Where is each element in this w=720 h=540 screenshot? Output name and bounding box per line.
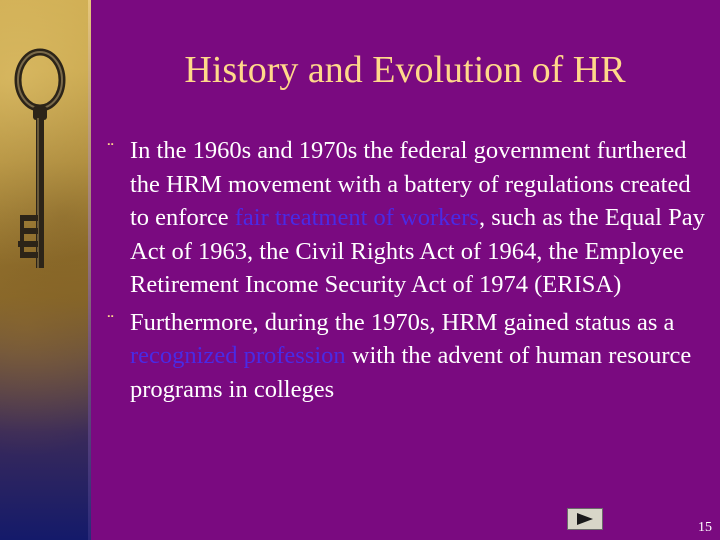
fair-treatment-link[interactable]: fair treatment of workers [234,204,479,231]
bullet-1-text-b: , such as the Equal Pay Act of 1963, the Civil Rights Act of 1964, the Employee Retirement Income Security Act of 1974 (ERISA) [130,204,705,298]
bullet-1-text-a: In the 1960s and 1970s the federal government furthered the HRM movement with a battery of regulations created to enforce [130,137,691,231]
bullet-item-1 [106,134,712,302]
page-number: 15 [698,520,712,535]
decorative-left-band [0,0,90,540]
slide-title: History and Evolution of HR [184,49,626,91]
recognized-profession-link[interactable]: recognized profession [130,342,346,369]
next-slide-button[interactable] [567,508,603,530]
bullet-2-text-a: Furthermore, during the 1970s, HRM gained status as a [130,308,675,336]
diamond-bullet-icon: ¨ [106,312,115,334]
bullet-item-2 [106,306,712,407]
bullet-list [106,134,712,410]
old-key-icon [0,30,90,280]
diamond-bullet-icon: ¨ [106,141,115,162]
play-next-icon [575,512,595,526]
bullet-2-text-b: with the advent of human resource programs in colleges [130,342,692,403]
